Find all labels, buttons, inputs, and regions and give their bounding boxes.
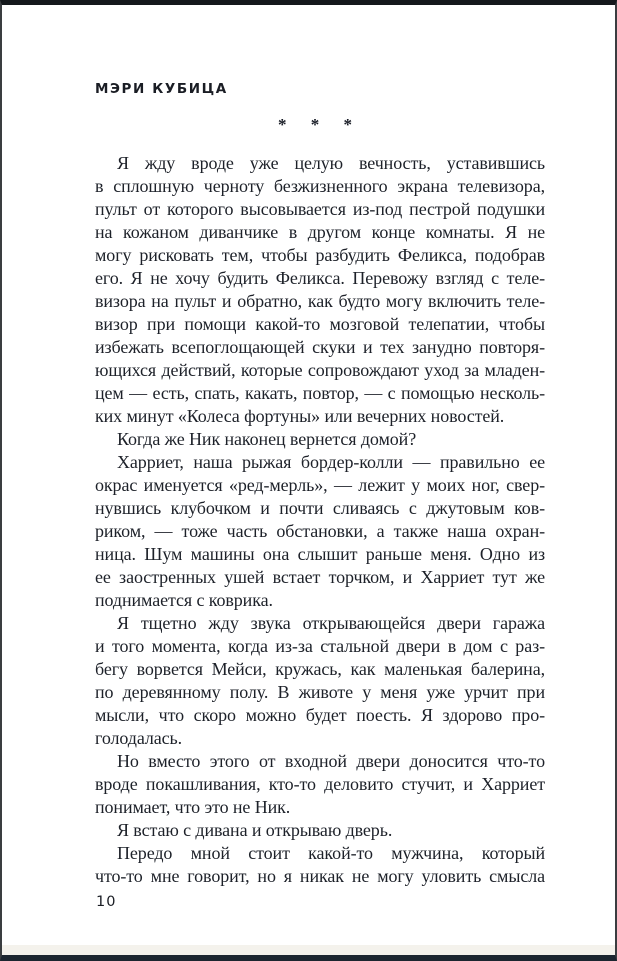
text-line: и того момента, когда из-за стальной двери в дом с раз- bbox=[95, 636, 545, 656]
text-line: цем — есть, спать, какать, повтор, — с помощью несколь- bbox=[95, 383, 545, 403]
body-text bbox=[95, 152, 545, 888]
text-line: могу рисковать тем, чтобы разбудить Феликса, подобрав bbox=[95, 245, 545, 265]
text-line: ющихся действий, которые сопровождают уход за младен- bbox=[95, 360, 545, 380]
text-line: ница. Шум машины она слышит раньше меня. Одно из bbox=[95, 544, 545, 564]
section-divider: * * * bbox=[278, 115, 362, 134]
text-line: риком, — тоже часть обстановки, а также наша охран- bbox=[95, 521, 545, 541]
text-line: в сплошную черноту безжизненного экрана телевизора, bbox=[95, 176, 545, 196]
text-line: Я тщетно жду звука открывающейся двери гаража bbox=[117, 613, 545, 633]
text-line: Но вместо этого от входной двери доносится что-то bbox=[117, 751, 545, 771]
text-line: окрас именуется «ред-мерль», — лежит у моих ног, свер- bbox=[95, 475, 545, 495]
text-line: избежать всепоглощающей скуки и тех занудно повторя- bbox=[95, 337, 545, 357]
page-number: 10 bbox=[96, 894, 117, 910]
text-line: вроде покашливания, кто-то деловито стучит, и Харриет bbox=[95, 774, 545, 794]
text-line: ких минут «Колеса фортуны» или вечерних новостей. bbox=[95, 406, 505, 426]
text-line: ее заостренных ушей встает торчком, и Харриет тут же bbox=[95, 567, 545, 587]
text-line: Харриет, наша рыжая бордер-колли — правильно ее bbox=[117, 452, 545, 472]
text-line: по деревянному полу. В животе у меня уже урчит при bbox=[95, 682, 545, 702]
text-line: пульт от которого высовывается из-под пестрой подушки bbox=[95, 199, 545, 219]
text-line: мысли, что скоро можно будет поесть. Я здорово про- bbox=[95, 705, 545, 725]
page-edge-shading bbox=[2, 945, 615, 955]
text-line: визора на пульт и обратно, как будто могу включить теле- bbox=[95, 291, 545, 311]
text-line: Я встаю с дивана и открываю дверь. bbox=[117, 820, 393, 840]
text-line: что-то мне говорит, но я никак не могу уловить смысла bbox=[95, 866, 545, 886]
text-line: нувшись клубочком и почти сливаясь с джутовым ков- bbox=[95, 498, 545, 518]
text-line: голодалась. bbox=[95, 728, 183, 748]
text-line: на кожаном диванчике в другом конце комнаты. Я не bbox=[95, 222, 545, 242]
text-line: Передо мной стоит какой-то мужчина, который bbox=[117, 843, 545, 863]
text-line: его. Я не хочу будить Феликса. Перевожу взгляд с теле- bbox=[95, 268, 545, 288]
text-line: поднимается с коврика. bbox=[95, 590, 273, 610]
text-line: Когда же Ник наконец вернется домой? bbox=[117, 429, 417, 449]
text-line: бегу ворвется Мейси, кружась, как маленькая балерина, bbox=[95, 659, 545, 679]
text-line: Я жду вроде уже целую вечность, уставившись bbox=[117, 153, 545, 173]
text-line: визор при помощи какой-то мозговой телепатии, чтобы bbox=[95, 314, 545, 334]
running-header-author: МЭРИ КУБИЦА bbox=[95, 81, 228, 97]
text-line: понимает, что это не Ник. bbox=[95, 797, 291, 817]
